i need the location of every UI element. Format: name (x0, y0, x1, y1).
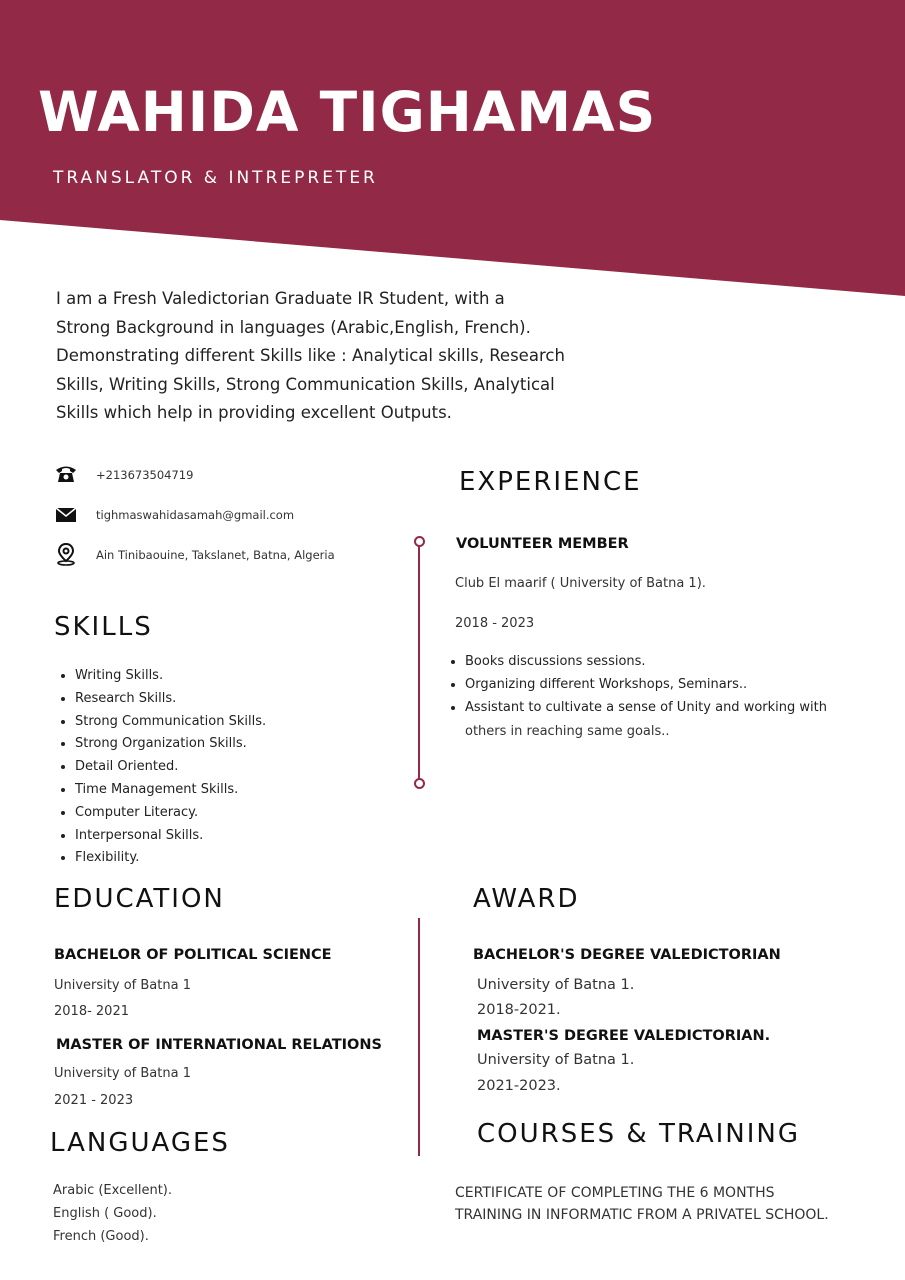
timeline-dot-top (414, 536, 425, 547)
experience-timeline (418, 542, 420, 784)
experience-bullet: • Assistant to cultivate a sense of Unity and working with (465, 697, 885, 720)
skills-list (54, 665, 266, 870)
experience-bullets (444, 651, 885, 719)
award-title: BACHELOR'S DEGREE VALEDICTORIAN (473, 947, 781, 963)
education-heading: EDUCATION (54, 884, 225, 914)
education-dates: 2021 - 2023 (54, 1093, 134, 1108)
award-school: University of Batna 1. (477, 977, 635, 993)
section-divider (418, 918, 420, 1156)
experience-org: Club El maarif ( University of Batna 1). (455, 576, 706, 591)
skill-item: • Computer Literacy. (75, 802, 266, 825)
skill-item: • Writing Skills. (75, 665, 266, 688)
experience-bullet: • Books discussions sessions. (465, 651, 885, 674)
experience-dates: 2018 - 2023 (455, 616, 535, 631)
education-degree: MASTER OF INTERNATIONAL RELATIONS (56, 1037, 382, 1053)
skill-item: • Research Skills. (75, 688, 266, 711)
education-degree: BACHELOR OF POLITICAL SCIENCE (54, 947, 332, 963)
email-address[interactable]: tighmaswahidasamah@gmail.com (96, 508, 295, 522)
phone-icon (54, 464, 78, 484)
summary-line: Strong Background in languages (Arabic,English, French). (56, 317, 531, 337)
summary-line: Demonstrating different Skills like : Analytical skills, Research (56, 346, 565, 366)
experience-heading: EXPERIENCE (459, 467, 642, 497)
timeline-dot-bottom (414, 778, 425, 789)
phone-number[interactable]: +213673504719 (96, 468, 194, 482)
job-title: TRANSLATOR & INTREPRETER (53, 168, 378, 188)
course-description (455, 1182, 895, 1226)
skill-item: • Flexibility. (75, 847, 266, 870)
location-icon (54, 542, 78, 566)
profile-summary (56, 285, 656, 428)
summary-line: I am a Fresh Valedictorian Graduate IR Student, with a (56, 289, 505, 308)
award-heading: AWARD (473, 884, 580, 914)
summary-line: Skills which help in providing excellent Outputs. (56, 403, 452, 423)
skill-item: • Strong Organization Skills. (75, 733, 266, 756)
skills-heading: SKILLS (54, 612, 153, 642)
language-item: French (Good). (53, 1229, 149, 1244)
course-line: TRAINING IN INFORMATIC FROM A PRIVATEL SCHOOL. (455, 1207, 829, 1223)
award-dates: 2018-2021. (477, 1002, 561, 1018)
candidate-name: WAHIDA TIGHAMAS (38, 80, 657, 144)
award-dates: 2021-2023. (477, 1078, 561, 1094)
education-school: University of Batna 1 (54, 978, 191, 993)
award-title: MASTER'S DEGREE VALEDICTORIAN. (477, 1028, 771, 1044)
address: Ain Tinibaouine, Takslanet, Batna, Algeria (96, 548, 335, 562)
header-banner (0, 0, 905, 300)
summary-line: Skills, Writing Skills, Strong Communication Skills, Analytical (56, 374, 555, 394)
course-line: CERTIFICATE OF COMPLETING THE 6 MONTHS (455, 1185, 775, 1201)
award-school: University of Batna 1. (477, 1052, 635, 1068)
experience-role: VOLUNTEER MEMBER (456, 536, 629, 552)
skill-item: • Strong Communication Skills. (75, 711, 266, 734)
experience-bullet-continuation: others in reaching same goals.. (465, 724, 670, 739)
courses-heading: COURSES & TRAINING (477, 1119, 801, 1149)
mail-icon (54, 504, 78, 524)
language-item: Arabic (Excellent). (53, 1183, 173, 1198)
education-school: University of Batna 1 (54, 1066, 191, 1081)
language-item: English ( Good). (53, 1206, 157, 1221)
skill-item: • Detail Oriented. (75, 756, 266, 779)
skill-item: • Time Management Skills. (75, 779, 266, 802)
experience-bullet: • Organizing different Workshops, Seminars.. (465, 674, 885, 697)
languages-heading: LANGUAGES (50, 1128, 230, 1158)
skill-item: • Interpersonal Skills. (75, 825, 266, 848)
education-dates: 2018- 2021 (54, 1004, 129, 1019)
